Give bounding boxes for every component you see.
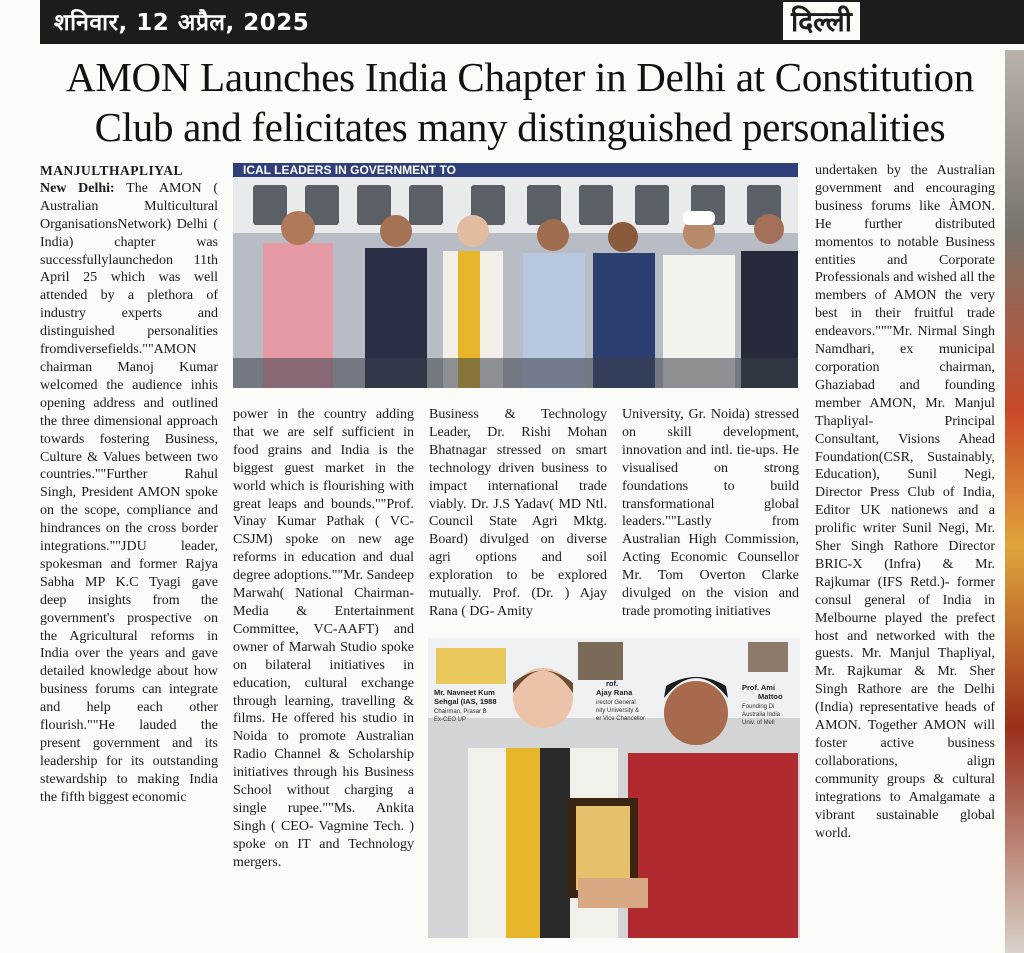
tag2-title: irector General	[596, 700, 636, 706]
byline: MANJULTHAPLIYAL	[40, 163, 184, 178]
headline-line-1: AMON Launches India Chapter in Delhi at Constitution	[66, 54, 974, 100]
tag2-name: rof.	[606, 679, 619, 688]
tag3-name: Prof. Ami	[742, 683, 776, 692]
tag3-title: Founding Di	[742, 704, 775, 710]
article-headline	[40, 52, 1000, 152]
column-4-body: University, Gr. Noida) stressed on skill development, innovation and intl. tie-ups. He visualised on strong foundations to build transformational global leaders.""Lastly from Australian High Commission, Acting Economic Counsellor Mr. Tom Overton Clarke divulged on the vision and trade promoting initiatives	[622, 407, 799, 619]
banner-text: ICAL LEADERS IN GOVERNMENT TO	[243, 163, 456, 177]
column-2-body: power in the country adding that we are self sufficient in food grains and India is the biggest guest market in the world which is flourishing with great leaps and bounds.""Prof. Vinay Kumar Pathak ( VC- CSJM) spoke on new age reforms in education and dual degree adoptions.""Mr. Sandeep Marwah( National Chairman- Media & Entertainment Committee, VC-AAFT) and owner of Marwah Studio spoke on bilateral initiatives in education, cultural exchange through learning, travelling & films. He offered his studio in Noida to promote Australian Radio Channel & Scholarship initiatives through his Business School without charging a single rupee.""Ms. Ankita Singh ( CEO- Vagmine Tech. ) spoke on IT and Technology mergers.	[233, 407, 414, 870]
tag3-title2: Australia India	[742, 712, 781, 718]
tag1-name2: Sehgal (IAS, 1988	[434, 697, 497, 706]
article-column-1	[40, 162, 218, 942]
masthead-date: शनिवार, 12 अप्रैल, 2025	[54, 10, 310, 36]
masthead-city: दिल्ली	[783, 2, 860, 40]
tag2-name2: Ajay Rana	[596, 688, 633, 697]
group-photo	[233, 163, 798, 388]
column-3-body: Business & Technology Leader, Dr. Rishi Mohan Bhatnagar stressed on smart technology driven business to impact international trade viably. Dr. J.S Yadav( MD Ntl. Council State Agri Mktg. Board) divulged on diverse agri options and soil exploration to be explored mutually. Prof. (Dr. ) Ajay Rana ( DG- Amity	[429, 407, 607, 619]
tag2-title2: nity University &	[596, 708, 640, 714]
tag3-name2: Mattoo	[758, 692, 783, 701]
tag2-title3: er Vice Chancellor	[596, 716, 645, 722]
award-photo-illustration	[428, 638, 800, 938]
article-column-4	[622, 406, 799, 638]
tag3-title3: Univ. of Mell	[742, 720, 775, 726]
column-1-body: The AMON ( Australian Multicultural OrganisationsNetwork) Delhi ( India) chapter was successfullylaunchedon 11th April 25 which was well attended by a plethora of industry experts and distinguished personalities fromdiversefields.""AMON chairman Manoj Kumar welcomed the audience inhis opening address and outlined the three dimensional approach towards fostering Business, Culture & Values between two countries.""Further Rahul Singh, President AMON spoke on the scope, compliance and hindrances on the cross border integrations.""JDU leader, spokesman and former Rajya Sabha MP K.C Tyagi gave deep insights from the government's prospective on the Agricultural reforms in India over the years and gave detailed knowledge about how business forums can integrate and help each other flourish.""He lauded the present government and its leadership for its outstanding stewardship to making India the fifth biggest economic	[40, 180, 218, 805]
tag1-title: Chairman, Prasar B	[434, 709, 487, 715]
tag1-title2: Ex-CEO UP	[434, 717, 467, 723]
masthead-bar	[40, 0, 1024, 44]
group-photo-illustration	[233, 163, 798, 388]
dateline: New Delhi:	[40, 180, 115, 196]
column-1-text	[40, 180, 218, 807]
award-photo	[428, 638, 800, 938]
article-column-3	[429, 406, 607, 638]
tag1-name: Mr. Navneet Kum	[434, 688, 495, 697]
article-column-5	[815, 162, 995, 942]
adjacent-page-edge	[1005, 50, 1024, 953]
column-5-body: undertaken by the Australian government and encouraging business forums like ÀMON. He further distributed momentos to notable Business entities and Corporate Professionals and wished all the members of AMON the very best in their fruitful trade endeavors."""Mr. Nirmal Singh Namdhari, ex municipal corporation chairman, Ghaziabad and founding member AMON, Mr. Manjul Thapliyal- Principal Consultant, Visions Ahead Foundation(CSR, Sustainably, Education), Sunil Negi, Director Press Club of India, Editor UK nationews and a prolific writer Sunil Negi, Mr. Sher Singh Rathore Director BRIC-X (Infra) & Mr. Rajkumar (IFS Retd.)- former consul general of India in Melbourne played the prefect host and networked with the guests. Mr. Manjul Thapliyal, Mr. Rajkumar & Mr. Sher Singh Rathore are the Delhi (India) representative heads of AMON. Together AMON will foster active business collaborations, align community groups & cultural integrations to Amalgamate a vibrant sustainable global world.	[815, 163, 995, 841]
article-column-2	[233, 406, 414, 941]
headline-line-2: Club and felicitates many distinguished personalities	[94, 104, 946, 150]
